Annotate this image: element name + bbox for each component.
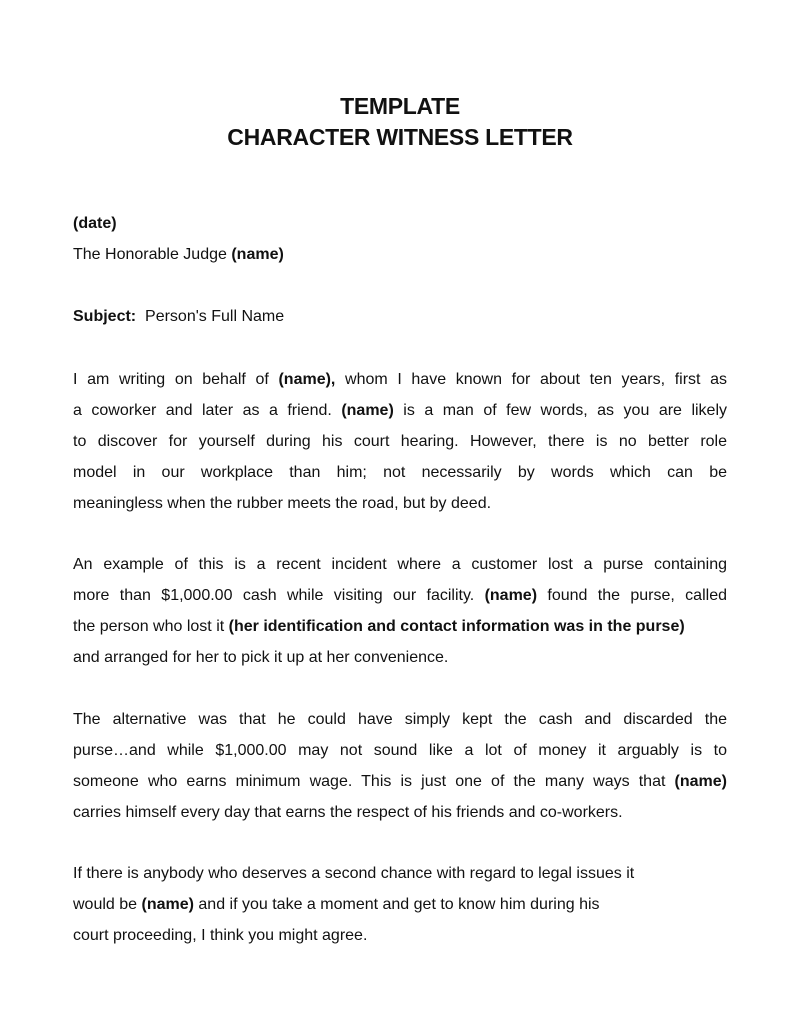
paragraph-2-line-4: and arranged for her to pick it up at her convenience. bbox=[73, 649, 449, 666]
paragraph-3-line-3: someone who earns minimum wage. This is just one of the many ways that (name) bbox=[73, 773, 727, 790]
name-placeholder: (name) bbox=[674, 773, 727, 790]
paragraph-4-line-1: If there is anybody who deserves a second chance with regard to legal issues it bbox=[73, 865, 635, 882]
recipient-name-placeholder: (name) bbox=[231, 246, 284, 263]
paragraph-1-line-4: model in our workplace than him; not necessarily by words which can be bbox=[73, 464, 727, 481]
name-placeholder: (name) bbox=[141, 896, 194, 913]
paragraph-2-line-1: An example of this is a recent incident where a customer lost a purse containing bbox=[73, 556, 727, 573]
paragraph-3-line-4: carries himself every day that earns the respect of his friends and co-workers. bbox=[73, 804, 623, 821]
paragraph-1-line-5: meaningless when the rubber meets the road, but by deed. bbox=[73, 495, 492, 512]
paragraph-2 bbox=[73, 549, 727, 673]
recipient-line bbox=[73, 245, 284, 265]
paragraph-4-line-2: would be (name) and if you take a moment and get to know him during his bbox=[73, 896, 600, 913]
paragraph-4-line-3: court proceeding, I think you might agree. bbox=[73, 927, 368, 944]
subject-line bbox=[73, 307, 284, 327]
paragraph-3-line-2: purse…and while $1,000.00 may not sound like a lot of money it arguably is to bbox=[73, 742, 727, 759]
paragraph-1-line-2: a coworker and later as a friend. (name) is a man of few words, as you are likely bbox=[73, 402, 728, 419]
paragraph-1-line-1: I am writing on behalf of (name), whom I have known for about ten years, first as bbox=[73, 371, 728, 388]
paragraph-3-line-1: The alternative was that he could have simply kept the cash and discarded the bbox=[73, 711, 727, 728]
identification-note: (her identification and contact information was in the purse) bbox=[228, 618, 685, 635]
recipient-prefix: The Honorable Judge bbox=[73, 246, 227, 263]
subject-label: Subject: bbox=[73, 308, 137, 325]
paragraph-2-line-2: more than $1,000.00 cash while visiting our facility. (name) found the purse, called bbox=[73, 587, 727, 604]
name-placeholder: (name) bbox=[484, 587, 538, 604]
subject-value: Person's Full Name bbox=[145, 308, 285, 325]
paragraph-2-line-3: the person who lost it (her identification and contact information was in the purse) bbox=[73, 618, 685, 635]
paragraph-3 bbox=[73, 704, 727, 828]
document-title-line-1: TEMPLATE bbox=[340, 93, 460, 119]
paragraph-4 bbox=[73, 858, 727, 951]
name-placeholder: (name), bbox=[278, 371, 336, 388]
name-placeholder: (name) bbox=[341, 402, 394, 419]
paragraph-1-line-3: to discover for yourself during his court hearing. However, there is no better role bbox=[73, 433, 727, 450]
date-placeholder: (date) bbox=[73, 215, 117, 232]
document-title-line-2: CHARACTER WITNESS LETTER bbox=[227, 124, 573, 150]
paragraph-1 bbox=[73, 364, 727, 519]
